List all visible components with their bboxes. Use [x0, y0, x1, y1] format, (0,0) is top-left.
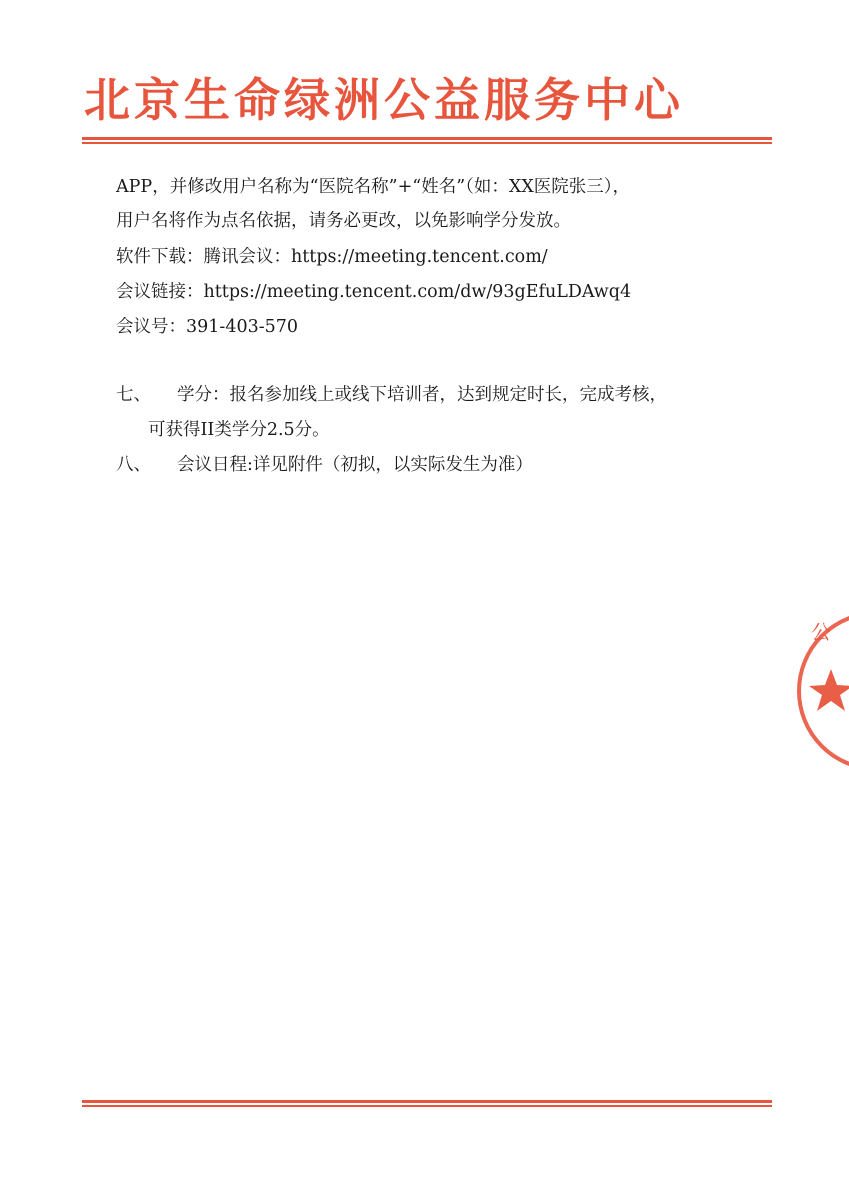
software-download-line: 软件下载：腾讯会议：https://meeting.tencent.com/	[116, 247, 548, 267]
letterhead-title: 北京生命绿洲公益服务中心	[84, 73, 684, 127]
section-number: 七、	[116, 385, 151, 405]
header-rule-thick	[82, 137, 772, 140]
section-text: 学分：报名参加线上或线下培训者，达到规定时长，完成考核，	[177, 385, 667, 405]
section-eight	[116, 452, 533, 478]
footer-rule-thin	[82, 1105, 772, 1107]
section-text: 会议日程:详见附件（初拟，以实际发生为准）	[177, 455, 533, 475]
seal-char: 公	[811, 620, 831, 644]
body-line: APP，并修改用户名称为“医院名称”+“姓名”（如：XX医院张三），	[116, 177, 631, 197]
official-seal-stamp	[797, 603, 849, 783]
section-seven-continuation: 可获得II类学分2.5分。	[148, 420, 330, 440]
meeting-link-line: 会议链接：https://meeting.tencent.com/dw/93gEfuLDAwq4	[116, 282, 632, 302]
header-rule-thin	[82, 142, 772, 144]
meeting-number-line: 会议号：391-403-570	[116, 317, 299, 337]
footer-rule-thick	[82, 1100, 772, 1103]
body-line: 用户名将作为点名依据，请务必更改，以免影响学分发放。	[116, 211, 571, 231]
seal-graphic	[797, 603, 849, 783]
section-number: 八、	[116, 455, 151, 475]
section-seven	[116, 382, 667, 408]
